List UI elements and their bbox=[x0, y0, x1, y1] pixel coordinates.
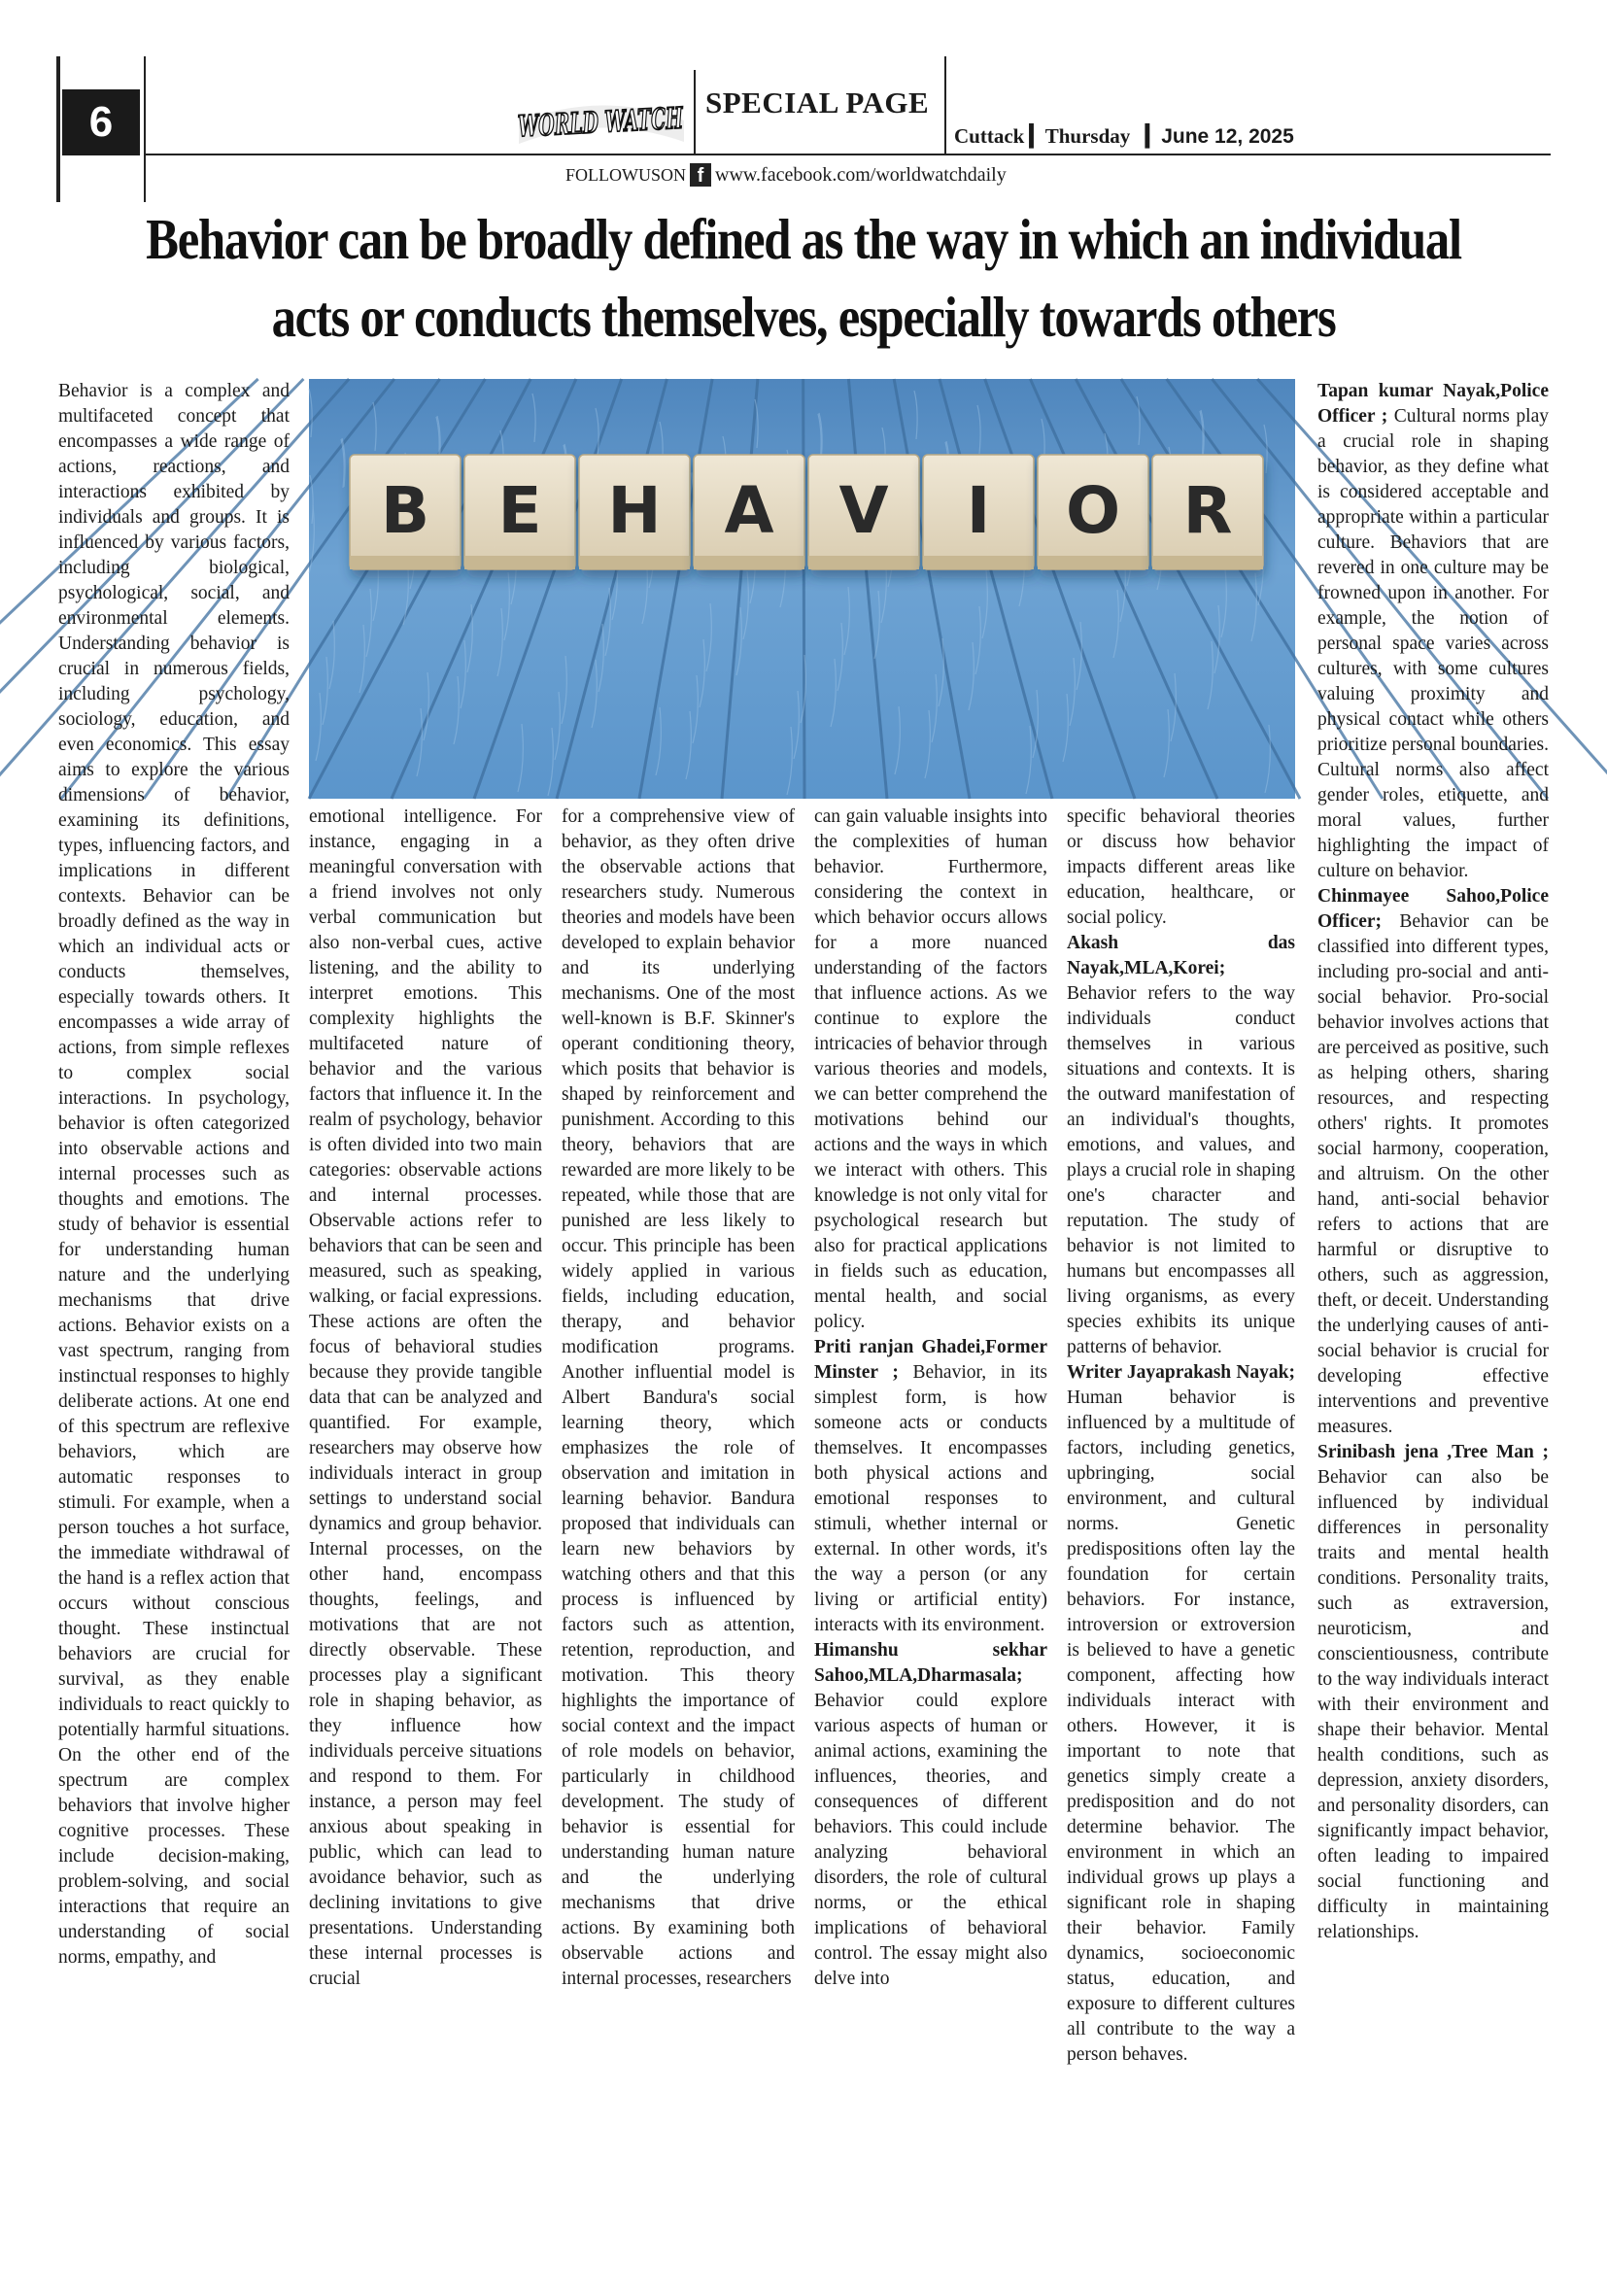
quote-text: Behavior could explore various aspects of human or animal actions, examining the influences, theories, and consequences of different behaviors. This could include analyzing behavioral disorders, the role of cultural norms, or the ethical implications of behavioral control. The essay might also delve into bbox=[814, 1691, 1047, 1989]
tile-edge bbox=[464, 556, 575, 569]
article-column-4 bbox=[814, 805, 1047, 1992]
follow-label: FOLLOWUSON bbox=[565, 164, 686, 185]
section-divider-rule bbox=[694, 70, 696, 154]
article-paragraph: Behavior is a complex and multifaceted concept that encompasses a wide range of actions, reactions, and interactions exhibited by individuals and groups. It is influenced by various factors, including biological, psychological, social, and environmental elements. Understanding behavior is crucial in numerous fields, including psychology, sociology, education, and even economics. This essay aims to explore the various dimensions of behavior, examining its definitions, types, influencing factors, and implications in different contexts. Behavior can be broadly defined as the way in which an individual acts or conducts themselves, especially towards others. It encompasses a wide array of actions, from simple reflexes to complex social interactions. In psychology, behavior is often categorized into observable actions and internal processes such as thoughts and emotions. The study of behavior is essential for understanding human nature and the underlying mechanisms that drive actions. Behavior exists on a vast spectrum, ranging from instinctual responses to highly deliberate actions. At one end of this spectrum are reflexive behaviors, which are automatic responses to stimuli. For example, when a person touches a hot surface, the immediate withdrawal of the hand is a reflex action that occurs without conscious thought. These instinctual behaviors are crucial for survival, as they enable individuals to react quickly to potentially harmful situations. On the other end of the spectrum are complex behaviors that involve higher cognitive processes. These include decision-making, problem-solving, and social interactions that require an understanding of social norms, empathy, and bbox=[58, 381, 290, 1968]
quote-block bbox=[1317, 884, 1549, 1440]
tile-edge bbox=[808, 556, 919, 569]
article-column-3 bbox=[562, 805, 795, 1992]
headline-line-2: acts or conducts themselves, especially towards others bbox=[271, 285, 1336, 349]
quote-block bbox=[1067, 931, 1295, 1360]
quote-author: Tapan kumar Nayak,Police Officer ; bbox=[1317, 381, 1549, 427]
quote-text: Cultural norms play a crucial role in shaping behavior, as they define what is considered acceptable and appropriate within a particular culture. Behaviors that are revered in one culture may be frowned upon in another. For example, the notion of personal space varies across cultures, with some cultures valuing proximity and physical contact while others prioritize personal boundaries. Cultural norms also affect gender roles, etiquette, and moral values, further highlighting the impact of culture on behavior. bbox=[1317, 406, 1549, 881]
article-paragraph: for a comprehensive view of behavior, as they often drive the observable actions that researchers study. Numerous theories and models have been developed to explain behavior and its underlying mechanisms. One of the most well-known is B.F. Skinner's operant conditioning theory, which posits that behavior is shaped by reinforcement and punishment. According to this theory, behaviors that are rewarded are more likely to be repeated, while those that are punished are less likely to occur. This principle has been widely applied in various fields, including education, therapy, and behavior modification programs. Another influential model is Albert Bandura's social learning theory, which emphasizes the role of observation and imitation in learning behavior. Bandura proposed that individuals can learn new behaviors by watching others and that this process is influenced by factors such as attention, retention, reproduction, and motivation. This theory highlights the importance of social context and the impact of role models on behavior, particularly in childhood development. The study of behavior is essential for understanding human nature and the underlying mechanisms that drive actions. By examining both observable actions and internal processes, researchers bbox=[562, 806, 795, 1989]
quote-block bbox=[814, 1335, 1047, 1638]
dateline-divider-rule bbox=[944, 56, 946, 154]
letter-tile bbox=[1038, 455, 1148, 569]
tile-edge bbox=[1152, 556, 1263, 569]
dateline-date: June 12, 2025 bbox=[1161, 125, 1294, 148]
facebook-icon: f bbox=[690, 163, 711, 187]
tile-letter: B bbox=[380, 473, 430, 548]
dateline-day: Thursday bbox=[1044, 124, 1131, 148]
section-title: SPECIAL PAGE bbox=[705, 86, 930, 120]
tile-edge bbox=[1038, 556, 1148, 569]
quote-text: Behavior, in its simplest form, is how someone acts or conducts themselves. It encompasses both physical actions and emotional responses to stimuli, whether internal or external. In other words, it's the way a person (or any living or artificial entity) interacts with its environment. bbox=[814, 1362, 1047, 1635]
letter-tile bbox=[464, 455, 575, 569]
article-paragraph: emotional intelligence. For instance, engaging in a meaningful conversation with a friend involves not only verbal communication but also non-verbal cues, active listening, and the ability to interpret emotions. This complexity highlights the multifaceted nature of behavior and the various factors that influence it. In the realm of psychology, behavior is often divided into two main categories: observable actions and internal processes. Observable actions refer to behaviors that can be seen and measured, such as speaking, walking, or facial expressions. These actions are often the focus of behavioral studies because they provide tangible data that can be analyzed and quantified. For example, researchers may observe how individuals interact in group settings to understand social dynamics and group behavior. Internal processes, on the other hand, encompass thoughts, feelings, and motivations that are not directly observable. These processes play a significant role in shaping behavior, as they influence how individuals perceive situations and respond to them. For instance, a person may feel anxious about speaking in public, which can lead to avoidance behavior, such as declining invitations to give presentations. Understanding these internal processes is crucial bbox=[309, 806, 542, 1989]
dateline: Cuttack ▎Thursday ▎June 12, 2025 bbox=[954, 124, 1294, 148]
article-column-1 bbox=[58, 379, 290, 1970]
tile-edge bbox=[350, 556, 461, 569]
quote-author: Chinmayee Sahoo,Police Officer; bbox=[1317, 886, 1549, 932]
masthead-bottom-rule bbox=[144, 154, 1551, 155]
tile-edge bbox=[579, 556, 690, 569]
tile-letter: O bbox=[1065, 473, 1121, 548]
page-number: 6 bbox=[62, 89, 140, 155]
tile-letter: A bbox=[724, 473, 774, 548]
quote-text: Human behavior is influenced by a multitude of factors, including genetics, upbringing, social environment, and cultural norms. Genetic predispositions often lay the foundation for certain behaviors. For instance, introversion or extroversion is believed to have a genetic component, affecting how individuals interact with others. However, it is important to note that genetics simply create a predisposition and do not determine behavior. The environment in which an individual grows up plays a significant role in shaping their behavior. Family dynamics, socioeconomic status, education, and exposure to different cultures all contribute to the way a person behaves. bbox=[1067, 1388, 1295, 2065]
quote-block bbox=[1317, 1440, 1549, 1945]
quote-author: Writer Jayaprakash Nayak; bbox=[1067, 1362, 1295, 1383]
article-column-5 bbox=[1067, 805, 1295, 2068]
tile-edge bbox=[923, 556, 1034, 569]
tile-letter: H bbox=[607, 473, 662, 548]
tile-letter: I bbox=[966, 473, 991, 548]
quote-text: Behavior can also be influenced by individual differences in personality traits and mental health conditions. Personality traits, such as extraversion, neuroticism, and conscientiousness, contribute to the way individuals interact with their environment and shape their behavior. Mental health conditions, such as depression, anxiety disorders, and personality disorders, can significantly impact behavior, often leading to impaired social functioning and difficulty in maintaining relationships. bbox=[1317, 1467, 1549, 1942]
letter-tile bbox=[923, 455, 1034, 569]
quote-author: Akash das Nayak,MLA,Korei; bbox=[1067, 933, 1295, 978]
article-column-6 bbox=[1317, 379, 1549, 1945]
tile-letter: E bbox=[497, 473, 542, 548]
behavior-tiles-photo bbox=[309, 379, 1295, 799]
world-watch-logo-text: WORLD WATCH bbox=[517, 96, 781, 145]
quote-block bbox=[1317, 379, 1549, 884]
letter-tile bbox=[808, 455, 919, 569]
letter-tile bbox=[1152, 455, 1263, 569]
facebook-url[interactable]: www.facebook.com/worldwatchdaily bbox=[715, 163, 1007, 186]
quote-text: Behavior can be classified into different types, including pro-social and anti-social behavior. Pro-social behavior involves actions that are perceived as positive, such as helping others, sharing resources, and respecting others' rights. It promotes social harmony, cooperation, and altruism. On the other hand, anti-social behavior refers to actions that are harmful or disruptive to others, such as aggression, theft, or deceit. Understanding the underlying causes of anti-social behavior is crucial for developing effective interventions and preventive measures. bbox=[1317, 911, 1549, 1437]
quote-block bbox=[814, 1638, 1047, 1992]
follow-us-strip bbox=[565, 163, 1007, 187]
dateline-city: Cuttack bbox=[954, 124, 1025, 148]
letter-tile bbox=[579, 455, 690, 569]
letter-tile bbox=[350, 455, 461, 569]
quote-author: Priti ranjan Ghadei,Former Minster ; bbox=[814, 1337, 1047, 1383]
headline-line-1: Behavior can be broadly defined as the way in which an individual bbox=[146, 207, 1461, 271]
masthead-right-rule bbox=[144, 56, 146, 202]
headline bbox=[146, 200, 1461, 356]
letter-tile bbox=[694, 455, 804, 569]
quote-text: Behavior refers to the way individuals conduct themselves in various situations and contexts. It is the outward manifestation of an individual's thoughts, emotions, and values, and plays a crucial role in shaping one's character and reputation. The study of behavior is not limited to humans but encompasses all living organisms, as every species exhibits its unique patterns of behavior. bbox=[1067, 983, 1295, 1357]
quote-author: Himanshu sekhar Sahoo,MLA,Dharmasala; bbox=[814, 1640, 1047, 1686]
article-paragraph: can gain valuable insights into the complexities of human behavior. Furthermore, considering the context in which behavior occurs allows for a more nuanced understanding of the factors that influence actions. As we continue to explore the intricacies of behavior through various theories and models, we can better comprehend the motivations behind our actions and the ways in which we interact with others. This knowledge is not only vital for psychological research but also for practical applications in fields such as education, mental health, and social policy. bbox=[814, 806, 1047, 1332]
page-number-left-rule bbox=[56, 56, 60, 202]
quote-block bbox=[1067, 1360, 1295, 2068]
tile-letter: V bbox=[838, 473, 889, 548]
article-paragraph: specific behavioral theories or discuss how behavior impacts different areas like education, healthcare, or social policy. bbox=[1067, 806, 1295, 928]
article-column-2 bbox=[309, 805, 542, 1992]
quote-author: Srinibash jena ,Tree Man ; bbox=[1317, 1442, 1549, 1462]
tile-edge bbox=[694, 556, 804, 569]
tile-letter: R bbox=[1182, 473, 1233, 548]
world-watch-logo bbox=[513, 84, 781, 148]
